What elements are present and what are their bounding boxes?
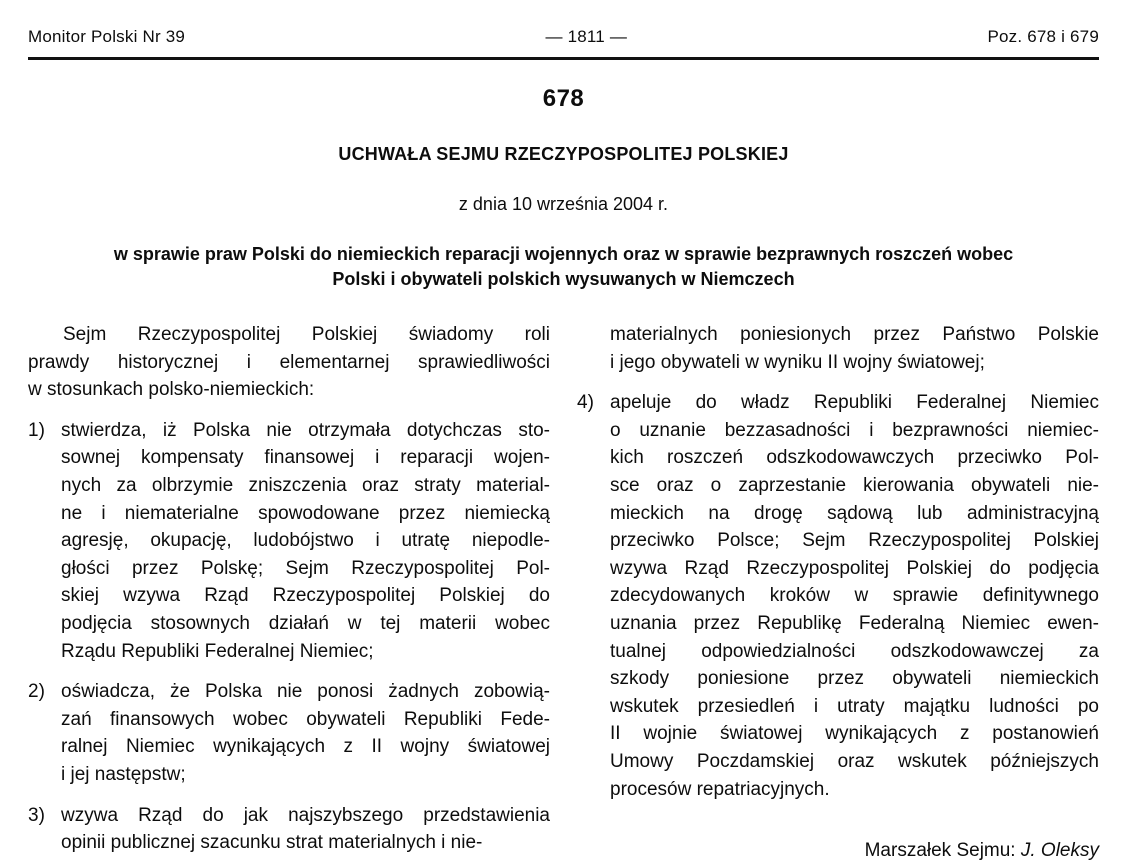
item-text: apeluje do władz Republiki Federalnej Niemiec o uznanie bezzasadności i bezprawności niemiec- kich roszczeń odszkodowawczych przeciwko Pol- sce oraz o zaprzestanie kierowania obywateli nie- mieckich na drogę sądową lub administracyjną przeciwko Polsce; Sejm Rzeczypospolitej Polskiej wzywa Rząd Rzeczypospolitej Polskiej do podjęcia zdecydowanych kroków w sprawie definitywnego uznania przez Republikę Federalną Niemiec ewen- tualnej odpowiedzialności odszkodowawczej za szkody poniesione przez obywateli niemieckich wskutek przesiedleń i utraty majątku ludności po II wojnie światowej wynikających z postanowień Umowy Poczdamskiej oraz wskutek późniejszych procesów repatriacyjnych. bbox=[610, 392, 1099, 800]
list-item-2 bbox=[28, 678, 550, 788]
item-text: oświadcza, że Polska nie ponosi żadnych zobowią- zań finansowych wobec obywateli Republiki Fede- ralnej Niemiec wynikających z II wojny światowej i jej następstw; bbox=[61, 681, 550, 785]
intro-paragraph: Sejm Rzeczypospolitej Polskiej świadomy roli prawdy historycznej i elementarnej sprawiedliwości w stosunkach polsko-niemieckich: bbox=[28, 324, 550, 401]
item-marker: 2) bbox=[28, 681, 45, 703]
signature-label: Marszałek Sejmu: bbox=[864, 840, 1021, 862]
header-divider bbox=[28, 57, 1099, 60]
act-subject: w sprawie praw Polski do niemieckich reparacji wojennych oraz w sprawie bezprawnych roszczeń wobec Polski i obywateli polskich wysuwanych w Niemczech bbox=[113, 244, 1014, 289]
item-3-continuation: materialnych poniesionych przez Państwo Polskie i jego obywateli w wyniku II wojny światowej; bbox=[610, 324, 1099, 373]
item-marker: 3) bbox=[28, 804, 45, 826]
signature-line bbox=[577, 837, 1099, 865]
act-title: UCHWAŁA SEJMU RZECZYPOSPOLITEJ POLSKIEJ bbox=[338, 144, 789, 164]
signature-name: J. Oleksy bbox=[1020, 840, 1099, 862]
position-number: Poz. 678 i 679 bbox=[987, 27, 1099, 46]
running-head bbox=[0, 0, 1127, 47]
journal-title: Monitor Polski Nr 39 bbox=[28, 27, 186, 46]
item-text: stwierdza, iż Polska nie otrzymała dotychczas sto- sownej kompensaty finansowej i reparacji wojen- nych za olbrzymie zniszczenia oraz straty material- ne i niematerialne spowodowane przez niemiecką agresję, okupację, ludobójstwo i utratę niepodle- głości przez Polskę; Sejm Rzeczypospolitej Pol- skiej wzywa Rząd Rzeczypospolitej Polskiej do podjęcia stosownych działań w tej materii wobec Rządu Republiki Federalnej Niemiec; bbox=[61, 419, 550, 662]
body-columns bbox=[0, 321, 1127, 865]
item-marker: 4) bbox=[577, 392, 594, 414]
list-item-3 bbox=[28, 802, 550, 857]
item-text: wzywa Rząd do jak najszybszego przedstawienia opinii publicznej szacunku strat materialnych i nie- bbox=[61, 804, 550, 854]
list-item-4 bbox=[577, 389, 1099, 803]
right-column bbox=[577, 321, 1099, 865]
left-column bbox=[28, 321, 550, 865]
act-date: z dnia 10 września 2004 r. bbox=[458, 194, 669, 214]
list-item-1 bbox=[28, 417, 550, 665]
act-number: 678 bbox=[542, 85, 585, 112]
item-marker: 1) bbox=[28, 419, 45, 441]
page-number: — 1811 — bbox=[545, 27, 628, 46]
